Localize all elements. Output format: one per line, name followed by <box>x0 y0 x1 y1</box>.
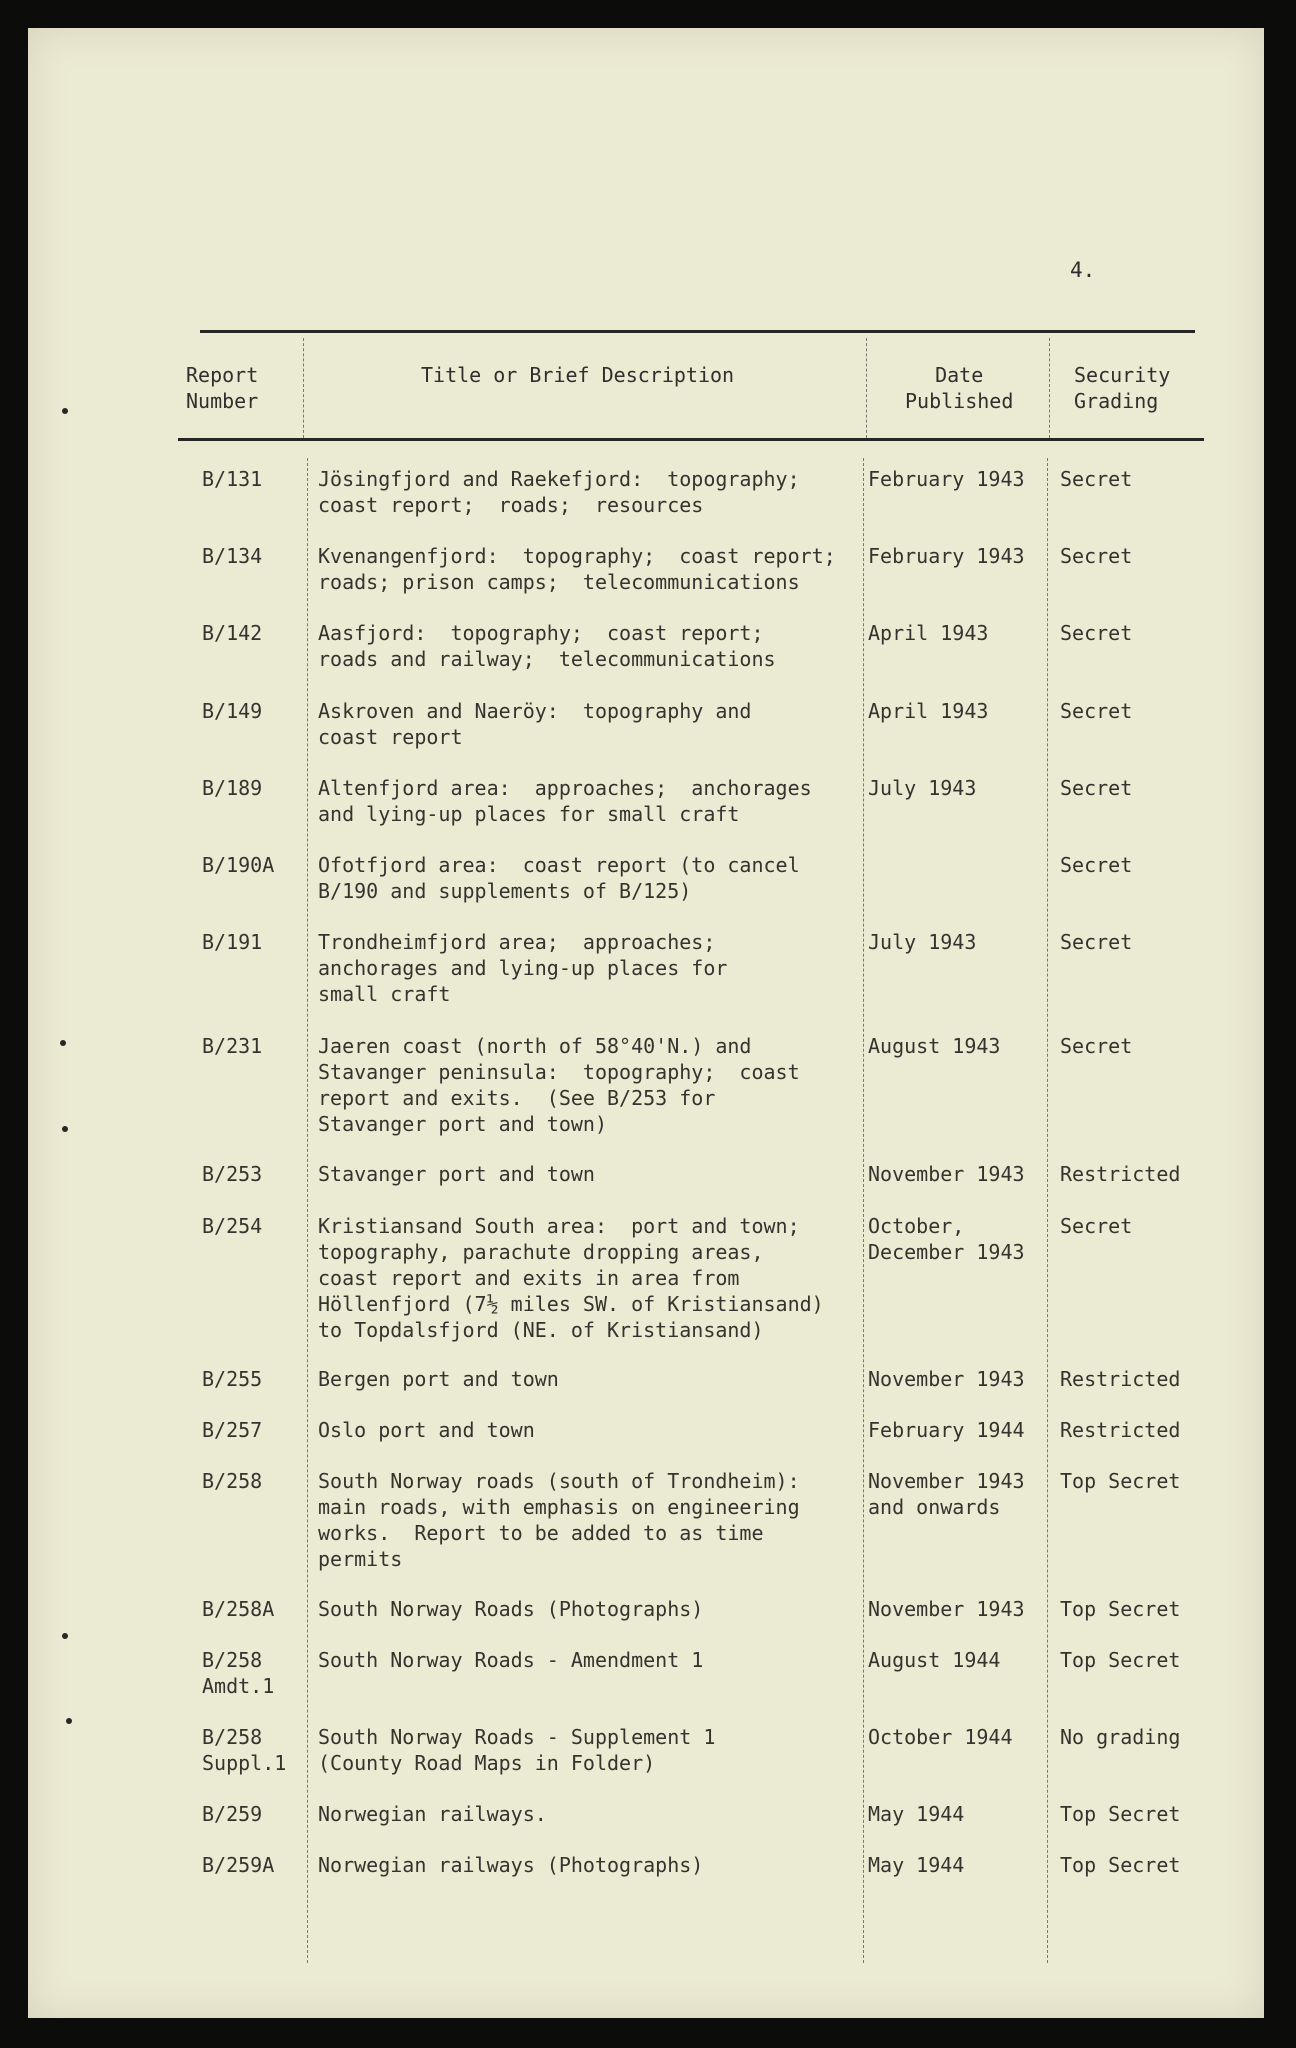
report-number: B/253 <box>202 1162 263 1186</box>
report-number: B/149 <box>202 699 263 723</box>
security-grading: Secret <box>1060 776 1133 800</box>
margin-mark <box>62 1633 68 1639</box>
margin-mark <box>60 1040 66 1046</box>
report-number: B/254 <box>202 1214 263 1238</box>
report-title: Norwegian railways. <box>318 1802 547 1826</box>
date-published: April 1943 <box>868 621 989 645</box>
date-published: May 1944 <box>868 1853 965 1877</box>
date-published: April 1943 <box>868 699 989 723</box>
date-published: October 1944 <box>868 1725 1013 1749</box>
date-published: February 1943 <box>868 544 1025 568</box>
header-date-published: Date Published <box>905 363 1014 413</box>
report-title: Kristiansand South area: port and town; topography, parachute dropping areas, coast report and exits in area from Höllenfjord (7½ miles SW. of Kristiansand) to Topdalsfjord (NE. of Kristiansand) <box>318 1214 824 1342</box>
report-title: Altenfjord area: approaches; anchorages and lying-up places for small craft <box>318 776 812 826</box>
date-published: November 1943 <box>868 1162 1025 1186</box>
date-published: May 1944 <box>868 1802 965 1826</box>
report-title: Jösingfjord and Raekefjord: topography; coast report; roads; resources <box>318 467 800 517</box>
report-number: B/134 <box>202 544 263 568</box>
security-grading: Restricted <box>1060 1418 1181 1442</box>
security-grading: No grading <box>1060 1725 1181 1749</box>
report-number: B/255 <box>202 1367 263 1391</box>
security-grading: Secret <box>1060 544 1133 568</box>
page-number: 4. <box>1070 258 1096 282</box>
report-title: South Norway Roads (Photographs) <box>318 1597 704 1621</box>
security-grading: Top Secret <box>1060 1802 1181 1826</box>
header-rule <box>178 438 1204 441</box>
date-published: November 1943 <box>868 1597 1025 1621</box>
security-grading: Secret <box>1060 1214 1133 1238</box>
column-divider <box>1047 458 1048 1963</box>
date-published: August 1944 <box>868 1648 1001 1672</box>
report-number: B/131 <box>202 467 263 491</box>
security-grading: Secret <box>1060 1034 1133 1058</box>
report-title: Trondheimfjord area; approaches; anchorages and lying-up places for small craft <box>318 930 728 1006</box>
date-published: February 1943 <box>868 467 1025 491</box>
report-title: Askroven and Naeröy: topography and coast report <box>318 699 752 749</box>
report-title: Oslo port and town <box>318 1418 535 1442</box>
date-published: July 1943 <box>868 776 977 800</box>
report-title: South Norway Roads - Amendment 1 <box>318 1648 704 1672</box>
column-divider <box>866 338 867 438</box>
report-number: B/258 Amdt.1 <box>202 1648 275 1698</box>
margin-mark <box>62 408 68 414</box>
report-number: B/231 <box>202 1034 263 1058</box>
security-grading: Top Secret <box>1060 1469 1181 1493</box>
date-published: July 1943 <box>868 930 977 954</box>
report-number: B/191 <box>202 930 263 954</box>
date-published: November 1943 <box>868 1367 1025 1391</box>
margin-mark <box>66 1718 72 1724</box>
column-divider <box>863 458 864 1963</box>
report-number: B/257 <box>202 1418 263 1442</box>
top-rule <box>200 330 1195 333</box>
report-title: Ofotfjord area: coast report (to cancel B/190 and supplements of B/125) <box>318 853 800 903</box>
report-number: B/258A <box>202 1597 275 1621</box>
date-published: November 1943 and onwards <box>868 1469 1025 1519</box>
report-number: B/259A <box>202 1853 275 1877</box>
security-grading: Top Secret <box>1060 1597 1181 1621</box>
document-sheet <box>28 28 1264 2018</box>
report-title: Bergen port and town <box>318 1367 559 1391</box>
report-title: South Norway roads (south of Trondheim): main roads, with emphasis on engineering works. Report to be added to as time permits <box>318 1469 800 1571</box>
security-grading: Secret <box>1060 621 1133 645</box>
security-grading: Restricted <box>1060 1162 1181 1186</box>
report-title: Aasfjord: topography; coast report; roads and railway; telecommunications <box>318 621 776 671</box>
report-number: B/259 <box>202 1802 263 1826</box>
report-number: B/258 <box>202 1469 263 1493</box>
column-divider <box>303 338 304 438</box>
security-grading: Secret <box>1060 699 1133 723</box>
header-title: Title or Brief Description <box>421 363 735 387</box>
security-grading: Top Secret <box>1060 1648 1181 1672</box>
security-grading: Secret <box>1060 930 1133 954</box>
column-divider <box>307 458 308 1963</box>
report-number: B/142 <box>202 621 263 645</box>
report-title: Stavanger port and town <box>318 1162 595 1186</box>
report-number: B/258 Suppl.1 <box>202 1725 287 1775</box>
security-grading: Restricted <box>1060 1367 1181 1391</box>
date-published: August 1943 <box>868 1034 1001 1058</box>
margin-mark <box>62 1126 68 1132</box>
report-number: B/189 <box>202 776 263 800</box>
date-published: October, December 1943 <box>868 1214 1025 1264</box>
security-grading: Secret <box>1060 467 1133 491</box>
report-title: Norwegian railways (Photographs) <box>318 1853 704 1877</box>
report-title: Jaeren coast (north of 58°40'N.) and Stavanger peninsula: topography; coast report and exits. (See B/253 for Stavanger port and town) <box>318 1034 800 1136</box>
header-report-number: Report Number <box>186 363 259 413</box>
column-divider <box>1049 338 1050 438</box>
report-number: B/190A <box>202 853 275 877</box>
report-title: Kvenangenfjord: topography; coast report; roads; prison camps; telecommunications <box>318 544 836 594</box>
security-grading: Top Secret <box>1060 1853 1181 1877</box>
header-security-grading: Security Grading <box>1074 363 1171 413</box>
date-published: February 1944 <box>868 1418 1025 1442</box>
report-title: South Norway Roads - Supplement 1 (County Road Maps in Folder) <box>318 1725 716 1775</box>
security-grading: Secret <box>1060 853 1133 877</box>
